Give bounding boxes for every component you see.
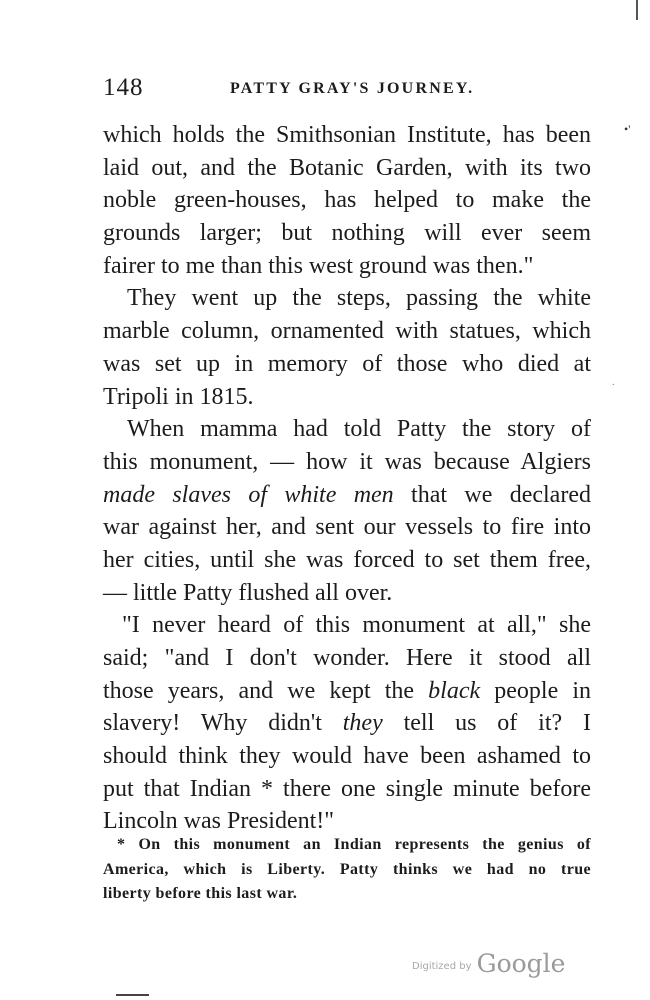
text-line [103,642,591,675]
text-line [103,348,591,381]
text-segment: "I never heard of this monument at all," she [122,612,591,639]
text-segment: Tripoli in 1815. [103,383,254,410]
text-line [103,740,591,773]
text-segment: those years, and we kept the [103,677,429,704]
text-line [103,773,591,806]
text-segment: Lincoln was President!" [103,808,335,835]
edge-rule-bottom [116,994,149,996]
italic-segment: they [342,710,383,737]
text-segment: laid out, and the Botanic Garden, with its two [103,154,591,181]
text-line [103,511,591,544]
text-segment: grounds larger; but nothing will ever seem [103,220,591,247]
watermark-digitized: Digitized by [412,961,472,972]
paragraph-3 [103,413,591,609]
text-segment: people in [480,677,591,704]
text-line [103,479,591,512]
text-segment: fairer to me than this west ground was then." [103,252,534,279]
footnote-line: * On this monument an Indian represents the genius of [117,836,591,853]
google-logo: Google [476,949,566,978]
page-number: 148 [103,74,144,101]
text-line [103,315,591,348]
text-segment: her cities, until she was forced to set them free, [103,546,591,573]
text-segment: — little Patty flushed all over. [103,579,393,606]
italic-segment: made slaves of white men [103,481,394,508]
text-segment: which holds the Smithsonian Institute, has been [103,122,591,148]
text-segment: was set up in memory of those who died at [103,350,591,377]
text-line [103,381,591,414]
text-segment: When mamma had told Patty the story of [127,416,591,443]
text-segment: said; "and I don't wonder. Here it stood all [103,645,591,671]
margin-dot: . [612,377,615,388]
footnote-line: liberty before this last war. [103,885,298,902]
body-text [103,119,591,838]
text-segment: should think they would have been ashamed to [103,743,591,770]
text-line [103,152,591,185]
text-line [103,250,591,283]
text-segment: slavery! Why didn't [103,710,343,737]
italic-segment: black [428,677,481,704]
footnote [103,833,591,907]
text-segment: tell us of it? I [382,710,591,737]
paragraph-2 [103,282,591,413]
margin-mark: •' [624,122,631,136]
text-line [103,184,591,217]
edge-rule-top [636,0,638,20]
text-line [103,446,591,479]
text-segment: war against her, and sent our vessels to fire into [103,514,591,541]
page-header [103,74,595,108]
google-watermark [412,949,565,978]
text-segment: They went up the steps, passing the white [127,285,591,312]
text-segment: this monument, — how it was because Algiers [103,448,591,475]
text-line [103,577,591,610]
text-line [103,707,591,740]
text-line [103,217,591,250]
text-line [103,675,591,708]
paragraph-1 [103,119,591,282]
text-line [103,282,591,315]
footnote-line: America, which is Liberty. Patty thinks we had no true [103,860,591,878]
text-line [103,609,591,642]
text-line [103,119,591,152]
text-segment: marble column, ornamented with statues, which [103,318,591,345]
text-segment: put that Indian * there one single minute before [103,775,591,802]
text-line [103,544,591,577]
text-line [103,413,591,446]
running-title: PATTY GRAY'S JOURNEY. [230,80,475,97]
paragraph-4 [103,609,591,838]
text-segment: noble green-houses, has helped to make the [103,187,591,214]
text-segment: that we declared [393,481,591,508]
